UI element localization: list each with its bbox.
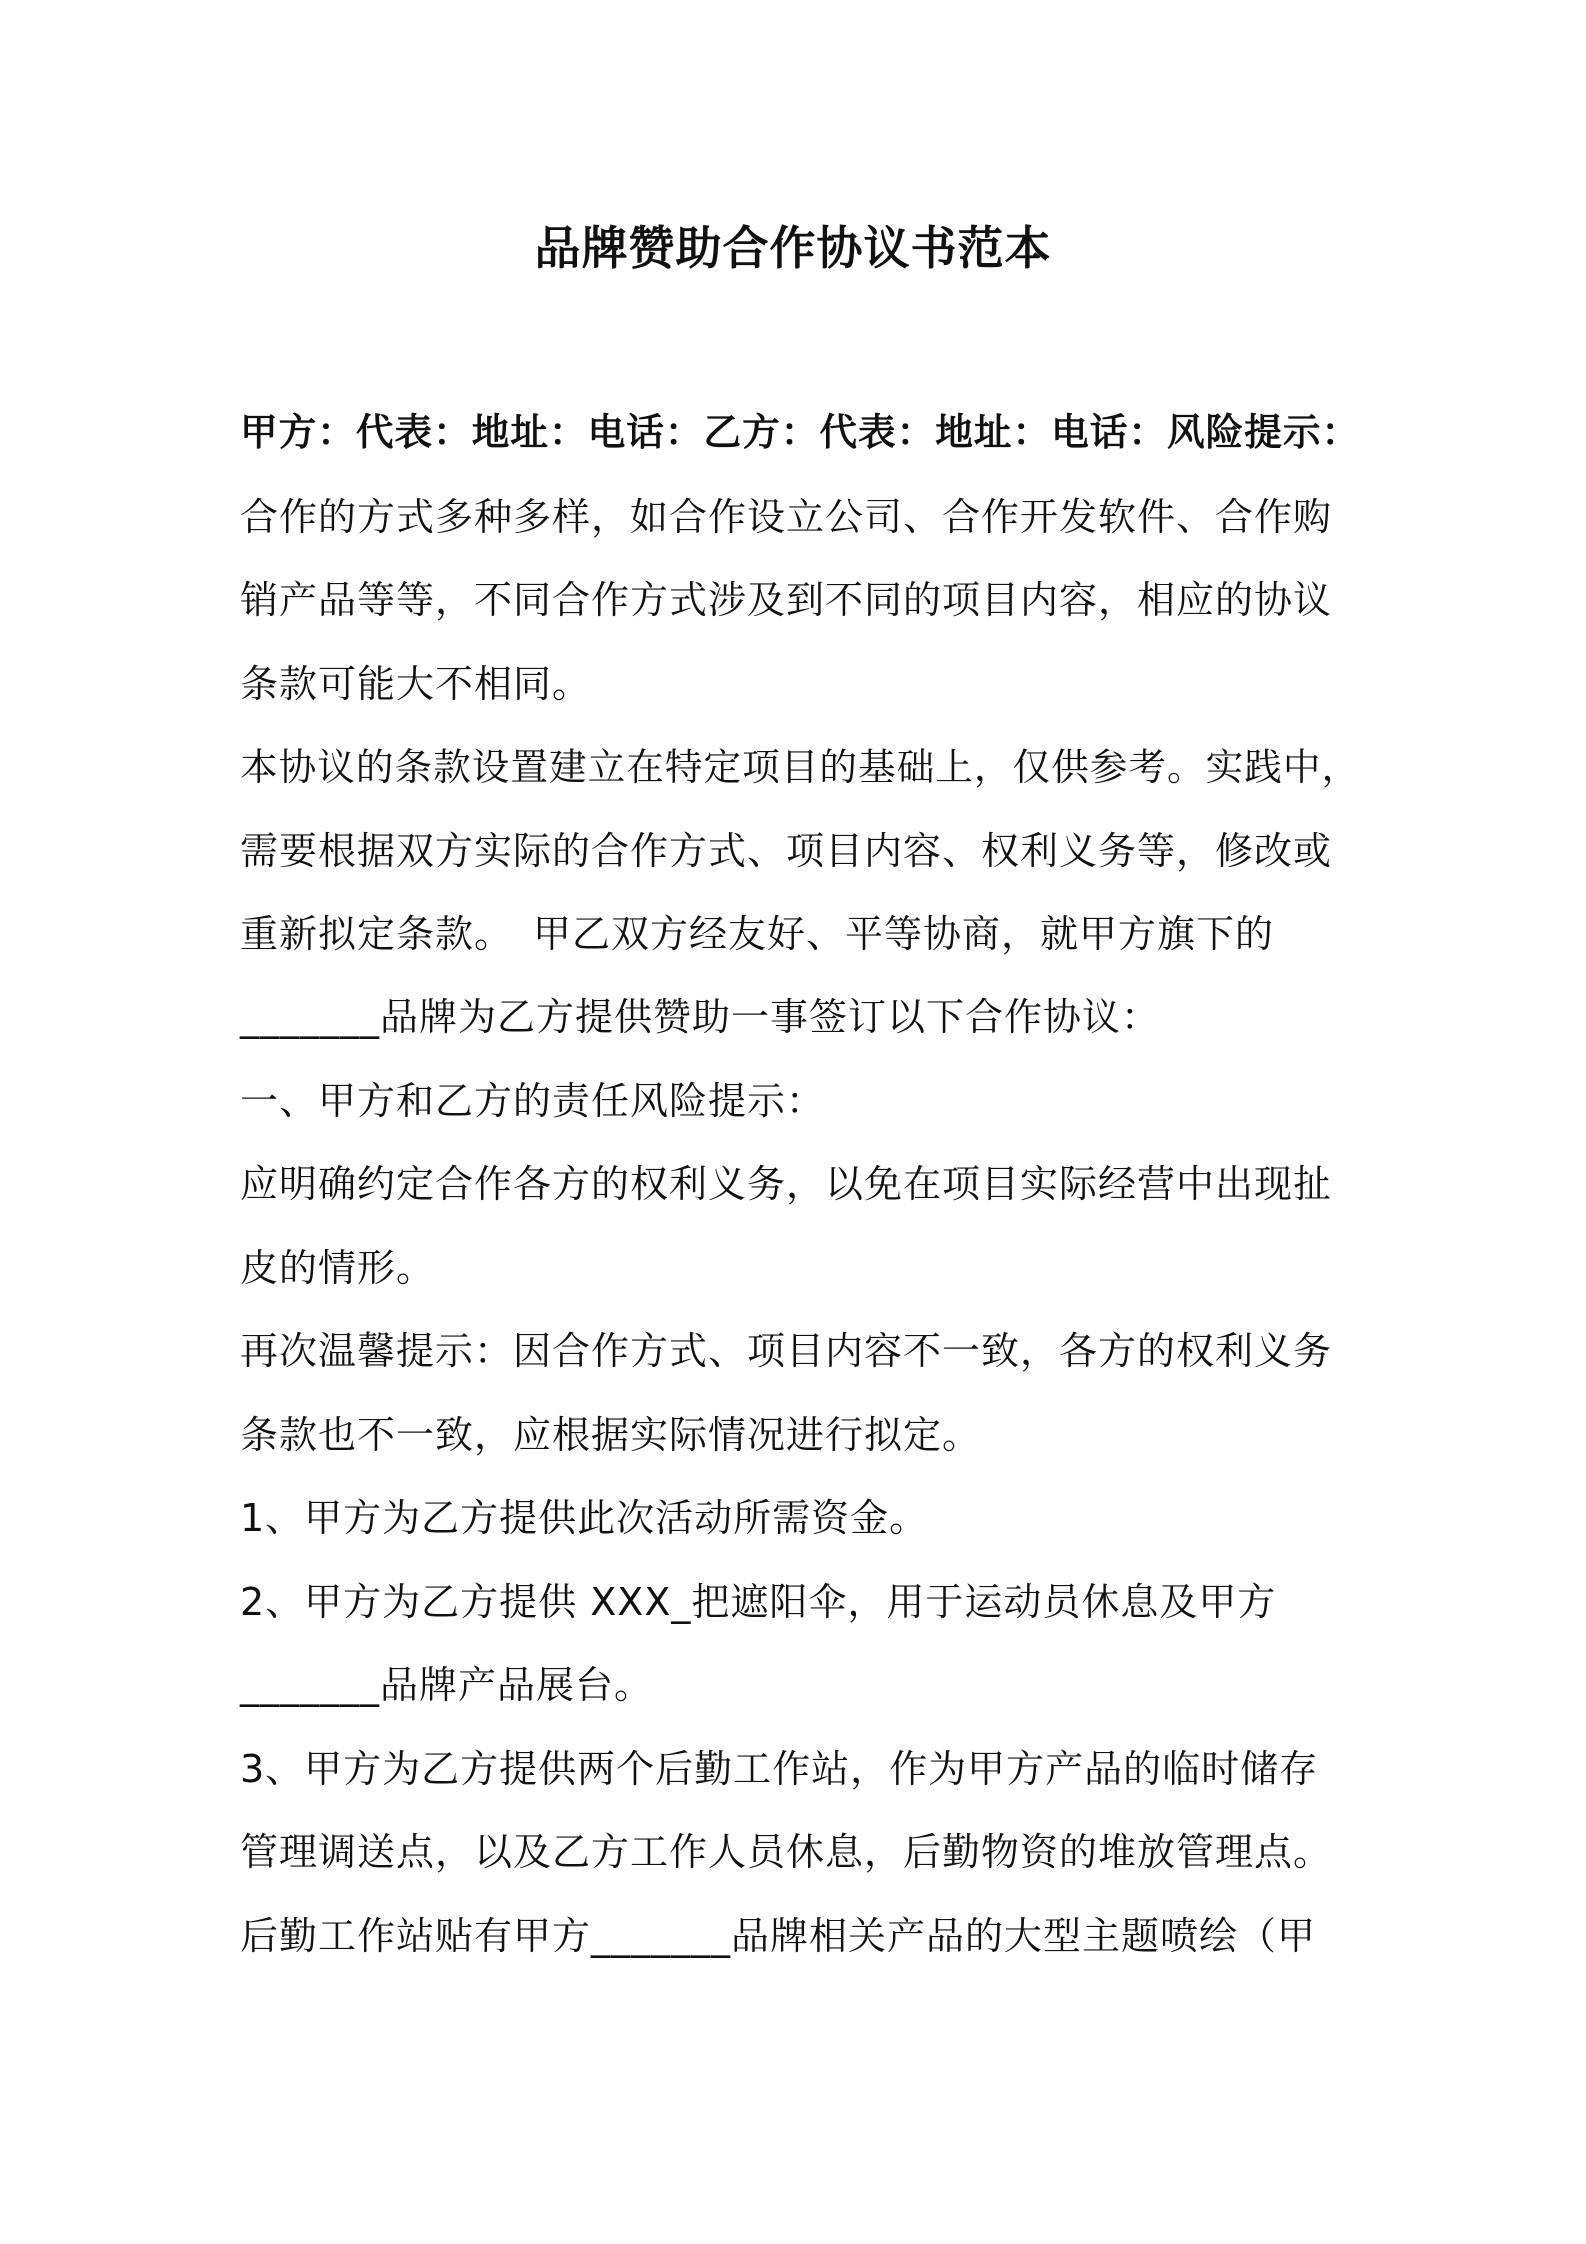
list-item: 3、甲方为乙方提供两个后勤工作站，作为甲方产品的临时储存 [240,1747,1319,1791]
paragraph-line: 需要根据双方实际的合作方式、项目内容、权利义务等，修改或 [240,829,1333,873]
paragraph-line: 合作的方式多种多样，如合作设立公司、合作开发软件、合作购 [240,495,1333,539]
paragraph-line: 本协议的条款设置建立在特定项目的基础上，仅供参考。实践中， [240,745,1361,789]
list-item: 2、甲方为乙方提供 XXX_把遮阳伞，用于运动员休息及甲方 [240,1580,1277,1624]
paragraph-line: 应明确约定合作各方的权利义务，以免在项目实际经营中出现扯 [240,1162,1333,1206]
paragraph-line: 重新拟定条款。 甲乙双方经友好、平等协商，就甲方旗下的 [240,912,1275,956]
paragraph-line: 条款也不一致，应根据实际情况进行拟定。 [240,1413,982,1457]
paragraph-line: 管理调送点，以及乙方工作人员休息，后勤物资的堆放管理点。 [240,1830,1333,1874]
section-heading: 一、甲方和乙方的责任风险提示： [240,1079,826,1123]
paragraph-line: 甲方：代表：地址：电话：乙方：代表：地址：电话：风险提示： [240,410,1361,454]
paragraph-line: 后勤工作站贴有甲方_______品牌相关产品的大型主题喷绘（甲 [240,1914,1317,1958]
paragraph-line: 条款可能大不相同。 [240,662,592,706]
document-title: 品牌赞助合作协议书范本 [534,221,1052,275]
paragraph-line: _______品牌为乙方提供赞助一事签订以下合作协议： [240,995,1161,1039]
paragraph-line: 销产品等等，不同合作方式涉及到不同的项目内容，相应的协议 [240,578,1333,622]
list-item: 1、甲方为乙方提供此次活动所需资金。 [240,1496,929,1540]
paragraph-line: _______品牌产品展台。 [240,1663,654,1707]
paragraph-line: 再次温馨提示：因合作方式、项目内容不一致，各方的权利义务 [240,1329,1333,1373]
paragraph-line: 皮的情形。 [240,1246,436,1290]
